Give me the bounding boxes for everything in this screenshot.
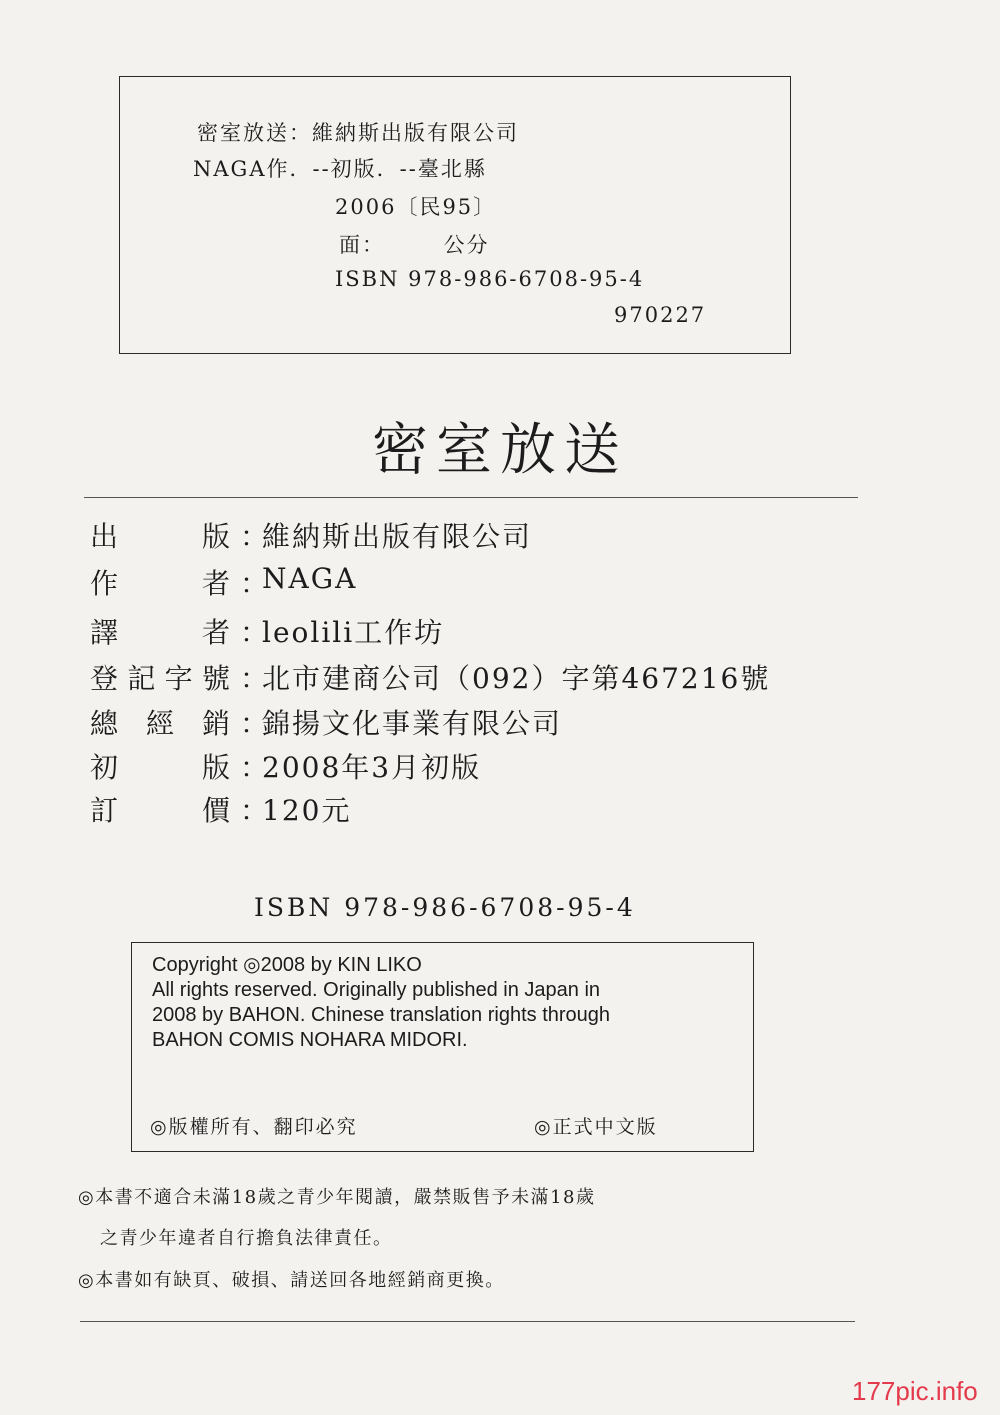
cip-box xyxy=(119,76,791,354)
info-value: 北市建商公司（092）字第467216號 xyxy=(262,662,771,695)
cip-line-pages: 面： 公分 xyxy=(339,233,490,257)
cip-line-isbn: ISBN 978-986-6708-95-4 xyxy=(335,267,645,291)
info-colon: ： xyxy=(240,567,269,600)
info-value: 120元 xyxy=(262,794,352,827)
info-label: 譯 者 xyxy=(90,616,230,649)
info-label: 訂 價 xyxy=(90,794,230,827)
copyright-text xyxy=(152,953,610,1053)
info-value: leolili工作坊 xyxy=(262,616,445,649)
info-colon: ： xyxy=(240,794,269,827)
info-label: 初 版 xyxy=(90,751,230,784)
info-value: 錦揚文化事業有限公司 xyxy=(262,707,563,740)
book-title: 密室放送 xyxy=(372,418,628,483)
isbn-number: ISBN 978-986-6708-95-4 xyxy=(254,893,636,922)
info-value: 2008年3月初版 xyxy=(262,751,482,784)
site-watermark: 177pic.info xyxy=(852,1376,978,1406)
liability-notice: 之青少年違者自行擔負法律責任。 xyxy=(100,1228,393,1249)
info-label: 作 者 xyxy=(90,567,230,600)
cip-line-author-edition: NAGA作．--初版．--臺北縣 xyxy=(193,157,487,181)
cip-line-code: 970227 xyxy=(614,303,707,327)
copyright-line: BAHON COMIS NOHARA MIDORI. xyxy=(152,1029,468,1051)
age-restriction-notice: ◎本書不適合未滿18歲之青少年閱讀，嚴禁販售予未滿18歲 xyxy=(78,1187,596,1208)
cip-line-publisher: 密室放送：維納斯出版有限公司 xyxy=(197,121,519,145)
replacement-notice: ◎本書如有缺頁、破損、請送回各地經銷商更換。 xyxy=(78,1270,505,1291)
copyright-line: All rights reserved. Originally published in Japan in xyxy=(152,979,601,1001)
info-label: 總 經 銷 xyxy=(90,707,230,740)
cip-line-year: 2006〔民95〕 xyxy=(335,195,497,219)
official-edition-notice: ◎正式中文版 xyxy=(534,1116,658,1138)
info-label: 出 版 xyxy=(90,520,230,553)
title-divider xyxy=(84,497,858,498)
info-value: NAGA xyxy=(262,562,358,595)
info-colon: ： xyxy=(240,520,269,553)
rights-reserved-notice: ◎版權所有、翻印必究 xyxy=(150,1116,358,1138)
info-colon: ： xyxy=(240,662,269,695)
info-value: 維納斯出版有限公司 xyxy=(262,520,533,553)
copyright-line: 2008 by BAHON. Chinese translation rights through xyxy=(152,1004,611,1026)
info-colon: ： xyxy=(240,751,269,784)
copyright-line: Copyright ◎2008 by KIN LIKO xyxy=(152,954,422,976)
info-colon: ： xyxy=(240,616,269,649)
info-label: 登 記 字 號 xyxy=(90,662,230,695)
info-colon: ： xyxy=(240,707,269,740)
bottom-divider xyxy=(80,1321,855,1322)
